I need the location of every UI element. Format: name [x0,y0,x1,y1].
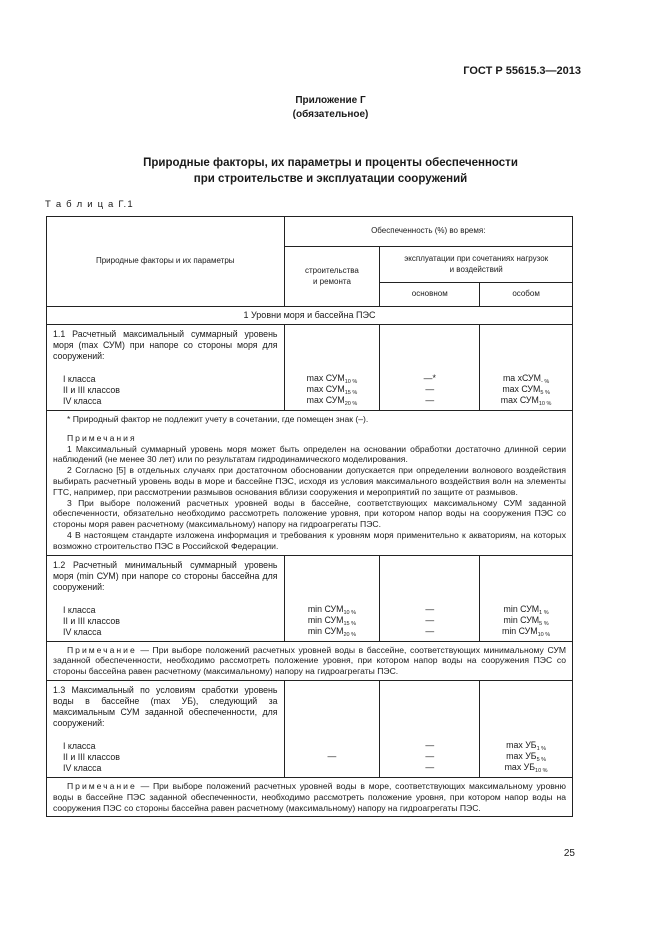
header-special-combination: особом [480,283,573,307]
value-cell: $\min СУМ_{20 \%}$ [307,625,357,638]
value-cell: $\max СУМ_{20 \%}$ [306,395,358,407]
appendix-subtitle: (обязательное) [292,109,369,120]
appendix-title: Приложение Г [295,95,366,106]
class-label: I класса [63,374,96,384]
value-cell: — [425,625,435,636]
value-cell: $\max СУМ_{5 \%}$ [502,384,550,396]
header-supply: Обеспеченность (%) во время: [284,217,572,247]
section-heading: 1 Уровни моря и бассейна ПЭС [47,307,573,325]
value-cell: — [425,750,435,761]
class-label: IV класса [63,396,102,406]
value-cell: $\max УБ_{10 \%}$ [504,761,548,774]
footnote: * Природный фактор не подлежит учету в сочетании, где помещен знак (–). [67,414,369,424]
value-cell: — [425,761,435,772]
main-values [380,555,480,641]
construction-values [284,325,380,411]
class-label: IV класса [63,626,102,637]
value-cell: — [425,395,435,405]
value-cell: $\max СУМ_{10 \%}$ [500,395,552,407]
value-cell: — [425,739,435,750]
value-cell: $\min СУМ_{5 \%}$ [503,614,549,627]
construction-values [284,555,380,641]
class-label: I класса [63,740,96,751]
row-label-text: 1.2 Расчетный минимальный суммарный уровень моря (min СУМ) при напоре со стороны бассейна для сооружений: [53,559,278,592]
value-cell: $\max СУМ_{15 \%}$ [306,384,358,396]
value-cell: $\min СУМ_{15 \%}$ [307,614,357,627]
class-label: IV класса [63,762,102,773]
note-block [47,777,573,816]
row-label [47,555,285,641]
special-values [480,325,573,411]
header-factors: Природные факторы и их параметры [47,217,285,307]
value-cell: $\max УБ_{5 \%}$ [506,750,547,763]
note-item: 2 Согласно [5] в отдельных случаях при достаточном обосновании допускается при определении волнового воздействия выбирать расчетный уровень воды в море и бассейне ПЭС, исходя из условия максимального воздействия волн на элементы ГТС, например, при рассмотрении размывов основания вблизи сооружения и мероприятий по защите от размывов. [53,465,566,497]
class-label: II и III классов [63,751,120,762]
table-row [47,325,573,411]
value-cell: $\min СУМ_{1 \%}$ [503,603,549,616]
notes-block [47,411,573,556]
main-values [380,680,480,777]
value-cell: $\max СУМ_{10 \%}$ [306,373,358,385]
row-label [47,325,285,411]
table-row [47,680,573,777]
note-block [47,641,573,680]
note-heading: Примечание [67,644,137,655]
value-cell: — [425,384,435,394]
appendix-heading [0,94,661,122]
main-values [380,325,480,411]
value-cell: $\min СУМ_{10 \%}$ [502,625,551,638]
construction-values [284,680,380,777]
note-item: 4 В настоящем стандарте изложена информация и требования к уровням моря применительно к акваториям, на которых возможно строительство ПЭС в Российской Федерации. [53,529,566,551]
value-cell: — [327,750,337,761]
row-label-text: 1.3 Максимальный по условиям сработки уровень воды в бассейне (max УБ), следующий за максимальным СУМ заданной обеспеченности, для сооружений: [53,684,278,728]
page-title [0,155,661,187]
value-cell: $\min СУМ_{10 \%}$ [307,603,357,616]
value-cell: —* [423,373,436,383]
note-item: 1 Максимальный суммарный уровень моря может быть определен на основании обработки достаточно длинной серии наблюдений (не менее 30 лет) или по результатам гидродинамического моделирования. [53,443,566,465]
class-label: II и III классов [63,385,120,395]
value-cell: — [425,614,435,625]
page-title-line-2: при строительстве и эксплуатации сооружений [193,173,468,185]
special-values [480,555,573,641]
special-values [480,680,573,777]
page-number: 25 [563,848,575,859]
note-text: — При выборе положений расчетных уровней воды в бассейне, соответствующих минимальному СУМ заданной обеспеченности, необходимо рассмотреть положение уровня, при котором напор воды на сооружения ПЭС со стороны бассейна равен расчетному (максимальному) напору на гидроагрегаты ПЭС. [53,644,566,677]
header-exploitation: эксплуатации при сочетаниях нагрузок и воздействий [380,247,573,283]
row-label [47,680,285,777]
table-row [47,555,573,641]
header-construction: строительства и ремонта [284,247,380,307]
class-label: II и III классов [63,615,120,626]
note-text: — При выборе положений расчетных уровней воды в море, соответствующих максимальному уровню воды в бассейне ПЭС заданной обеспеченности, необходимо рассмотреть положение уровня, при котором напор воды на сооружения ПЭС со стороны бассейна равен расчетному (максимальному) напору на гидроагрегаты ПЭС. [53,780,566,813]
natural-factors-table [46,216,573,817]
notes-heading: Примечания [67,432,137,443]
note-heading: Примечание [67,780,137,791]
note-item: 3 При выборе положений расчетных уровней воды в бассейне, соответствующих максимальному СУМ заданной обеспеченности, обязательно необходимо рассмотреть положение уровня, при котором напор воды на сооружения ПЭС со стороны моря равен расчетному (максимальному) напору на гидроагрегаты ПЭС. [53,497,566,530]
value-cell: ma xСУМ$_{- \%}$ [502,373,550,385]
row-label-text: 1.1 Расчетный максимальный суммарный уровень моря (max СУМ) при напоре со стороны моря для сооружений: [53,329,278,361]
table-label: Т а б л и ц а Г.1 [45,199,134,210]
header-main-combination: основном [380,283,480,307]
value-cell: $\max УБ_{1 \%}$ [506,739,547,752]
document-code: ГОСТ Р 55615.3—2013 [463,65,581,77]
page-title-line-1: Природные факторы, их параметры и проценты обеспеченности [143,157,518,169]
class-label: I класса [63,604,96,615]
value-cell: — [425,603,435,614]
